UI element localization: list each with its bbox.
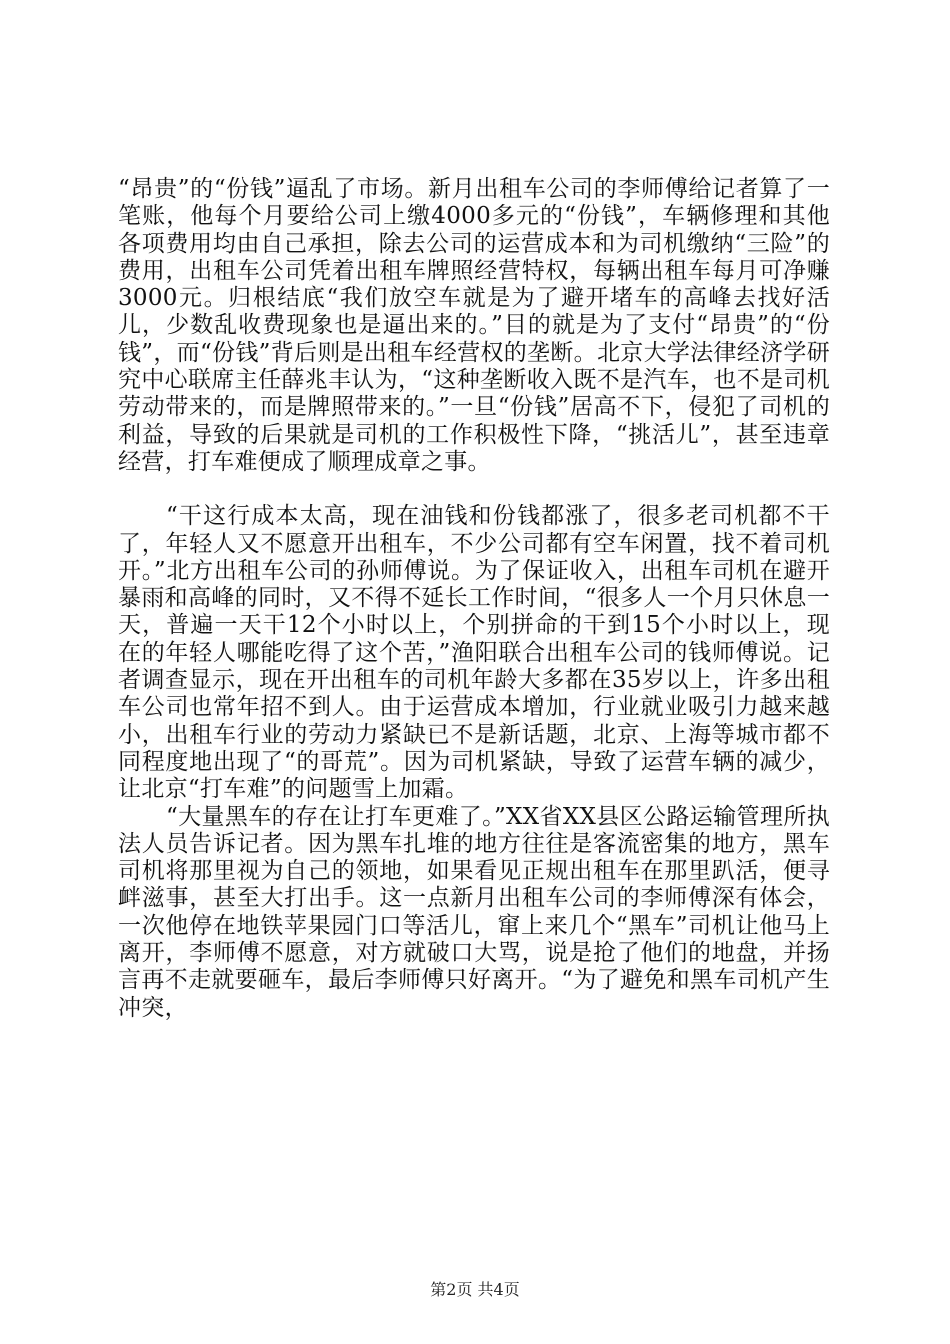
- paragraph-1: “昂贵”的“份钱”逼乱了市场。新月出租车公司的李师傅给记者算了一笔账，他每个月要给公司上缴4000多元的“份钱”，车辆修理和其他各项费用均由自己承担，除去公司的运营成本和为司机缴纳“三险”的费用，出租车公司凭着出租车牌照经营特权，每辆出租车每月可净赚3000元。归根结底“我们放空车就是为了避开堵车的高峰去找好活儿，少数乱收费现象也是逼出来的。”目的就是为了支付“昂贵”的“份钱”，而“份钱”背后则是出租车经营权的垄断。北京大学法律经济学研究中心联席主任薛兆丰认为，“这种垄断收入既不是汽车，也不是司机劳动带来的，而是牌照带来的。”一旦“份钱”居高不下，侵犯了司机的利益，导致的后果就是司机的工作积极性下降，“挑活儿”，甚至违章经营，打车难便成了顺理成章之事。: [118, 176, 830, 475]
- page-footer: 第2页 共4页: [430, 1280, 520, 1299]
- document-body: [118, 176, 830, 1022]
- paragraph-2: “干这行成本太高，现在油钱和份钱都涨了，很多老司机都不干了，年轻人又不愿意开出租车，不少公司都有空车闲置，找不着司机开。”北方出租车公司的孙师傅说。为了保证收入，出租车司机在避开暴雨和高峰的同时，又不得不延长工作时间，“很多人一个月只休息一天，普遍一天干12个小时以上，个别拼命的干到15个小时以上，现在的年轻人哪能吃得了这个苦，”渔阳联合出租车公司的钱师傅说。记者调查显示，现在开出租车的司机年龄大多都在35岁以上，许多出租车公司也常年招不到人。由于运营成本增加，行业就业吸引力越来越小，出租车行业的劳动力紧缺已不是新话题，北京、上海等城市都不同程度地出现了“的哥荒”。因为司机紧缺，导致了运营车辆的减少，让北京“打车难”的问题雪上加霜。: [118, 503, 830, 803]
- paragraph-3: “大量黑车的存在让打车更难了。”XX省XX县区公路运输管理所执法人员告诉记者。因为黑车扎堆的地方往往是客流密集的地方，黑车司机将那里视为自己的领地，如果看见正规出租车在那里趴活，便寻衅滋事，甚至大打出手。这一点新月出租车公司的李师傅深有体会，一次他停在地铁苹果园门口等活儿，窜上来几个“黑车”司机让他马上离开，李师傅不愿意，对方就破口大骂，说是抢了他们的地盘，并扬言再不走就要砸车，最后李师傅只好离开。“为了避免和黑车司机产生冲突，: [118, 803, 830, 1021]
- paragraph-gap: [118, 476, 830, 503]
